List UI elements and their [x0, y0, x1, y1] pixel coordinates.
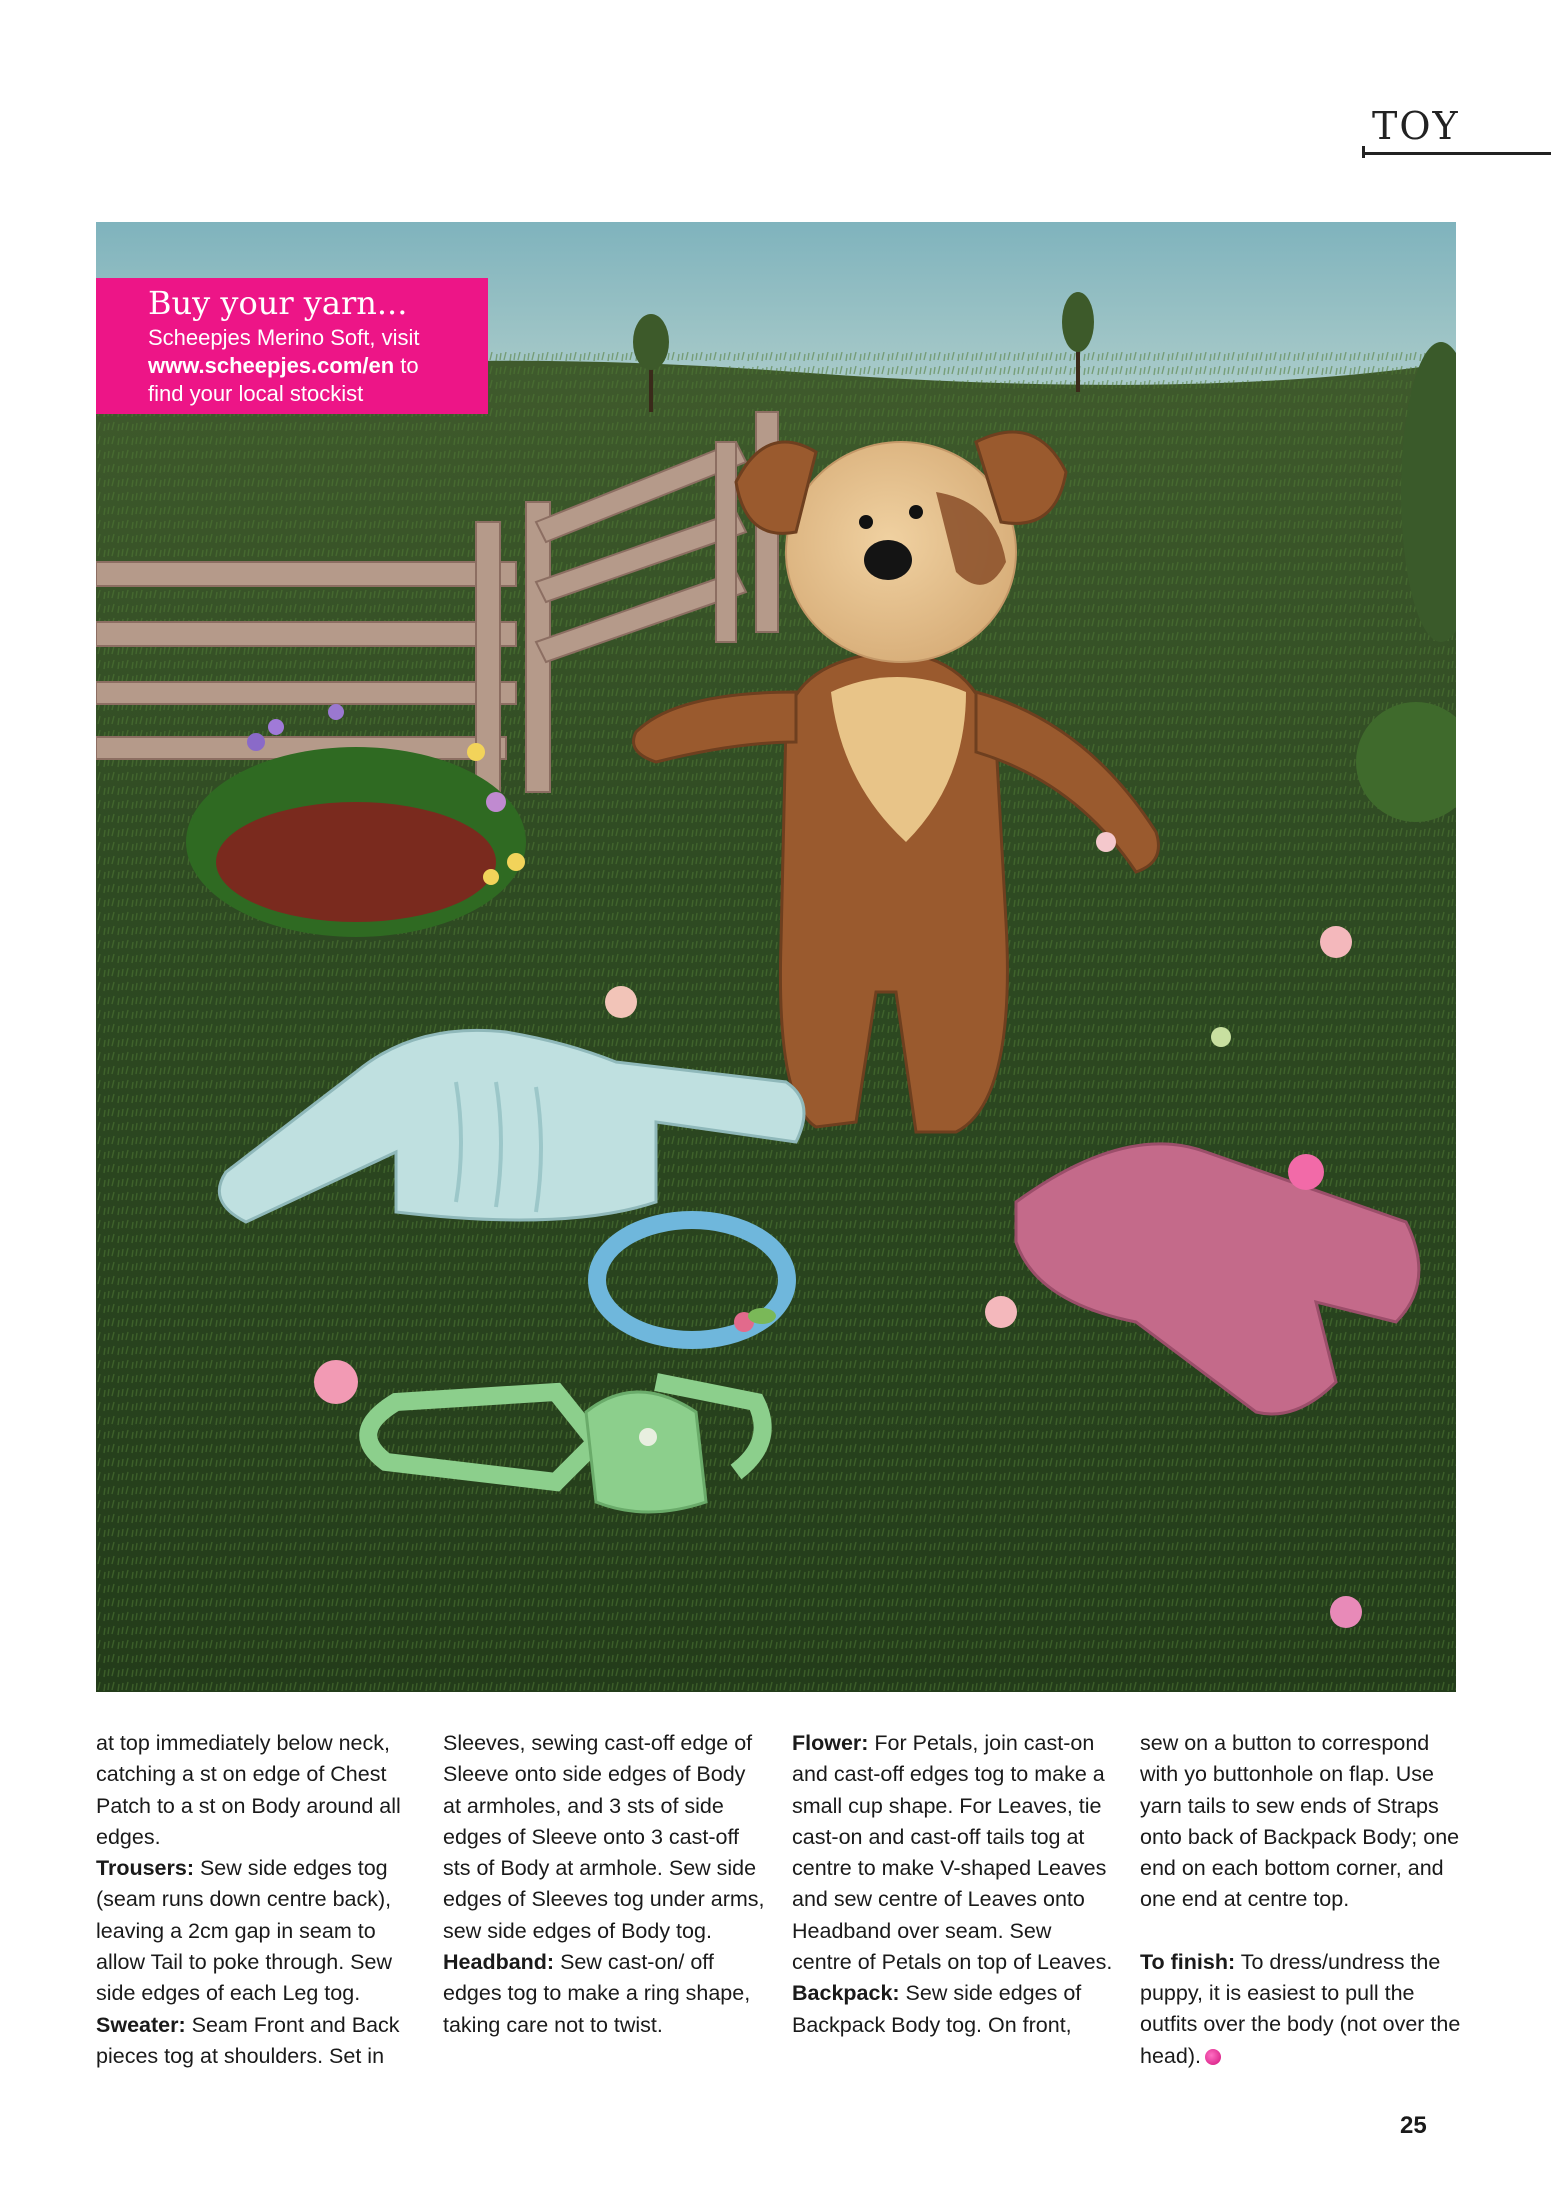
promo-title: Buy your yarn...: [148, 284, 408, 322]
paragraph: [96, 1728, 421, 1853]
promo-line-2: [148, 352, 488, 380]
paragraph-spacer: [1140, 1916, 1465, 1947]
paragraph-backpack: [792, 1978, 1117, 2041]
paragraph-heading: Trousers:: [96, 1856, 194, 1881]
paragraph-heading: Headband:: [443, 1950, 555, 1975]
paragraph-heading: Sweater:: [96, 2012, 186, 2037]
paragraph: [443, 1728, 768, 1947]
flower-6: [1330, 1596, 1362, 1628]
paragraph-heading: Backpack:: [792, 1981, 900, 2006]
paragraph-heading: Flower:: [792, 1731, 869, 1755]
toy-photo-illustration: [96, 222, 1456, 1692]
flower-1: [605, 986, 637, 1018]
paragraph-text: For Petals, join cast-on and cast-off edges tog to make a small cup shape. For Leaves, tie cast-on and cast-off tails tog at centre to make V-shaped Leaves and sew centre of Leaves onto Headband over seam. Sew centre of Petals on top of Leaves.: [792, 1731, 1113, 1975]
paragraph-text: Sew side edges of Backpack Body tog. On front,: [792, 1981, 1082, 2037]
paragraph-text: To dress/undress the puppy, it is easiest to pull the outfits over the body (not over the head).: [1140, 1949, 1461, 2068]
paragraph-flower: [792, 1728, 1117, 1978]
toy-photo: [96, 222, 1456, 1692]
paragraph-text: Sleeves, sewing cast-off edge of Sleeve onto side edges of Body at armholes, and 3 sts of side edges of Sleeve onto 3 cast-off sts of Body at armhole. Sew side edges of Sleeves tog under arms, sew side edges of Body tog.: [443, 1731, 765, 1943]
promo-line-3: find your local stockist: [148, 381, 364, 406]
buy-yarn-promo: [96, 278, 488, 414]
flower-3: [1288, 1154, 1324, 1190]
promo-url-link[interactable]: www.scheepjes.com/en: [148, 353, 395, 378]
text-column-2: [443, 1728, 768, 2041]
paragraph: [1140, 1728, 1465, 1916]
paragraph-sweater: [96, 2010, 421, 2073]
promo-line-1: Scheepjes Merino Soft, visit: [148, 325, 420, 350]
text-column-4: [1140, 1728, 1465, 2072]
paragraph-trousers: [96, 1853, 421, 2009]
paragraph-text: at top immediately below neck, catching a st on edge of Chest Patch to a st on Body around all edges.: [96, 1731, 401, 1849]
yarn-ball-icon: [1205, 2049, 1221, 2065]
page-number: 25: [1400, 2112, 1427, 2139]
paragraph-text: Seam Front and Back pieces tog at shoulders. Set in: [96, 2012, 400, 2068]
section-tag: [1362, 104, 1551, 156]
section-label: TOY: [1372, 104, 1460, 148]
paragraph-heading: To finish:: [1140, 1949, 1236, 1974]
flower-5: [314, 1360, 358, 1404]
text-column-3: [792, 1728, 1117, 2041]
paragraph-text: sew on a button to correspond with yo buttonhole on flap. Use yarn tails to sew ends of Straps onto back of Backpack Body; one end on each bottom corner, and one end at centre top.: [1140, 1731, 1460, 1912]
flower-4: [985, 1296, 1017, 1328]
paragraph-text: Sew side edges tog (seam runs down centre back), leaving a 2cm gap in seam to allow Tail to poke through. Sew side edges of each Leg tog.: [96, 1856, 393, 2006]
flower-2: [1320, 926, 1352, 958]
section-rule: [1362, 152, 1551, 155]
paragraph-text: Sew cast-on/ off edges tog to make a ring shape, taking care not to twist.: [443, 1950, 751, 2037]
instructions-text: [96, 1728, 1461, 2078]
paragraph-headband: [443, 1947, 768, 2041]
promo-url-suffix: to: [394, 353, 419, 378]
paragraph-to-finish: [1140, 1947, 1465, 2072]
flower-8: [1211, 1027, 1231, 1047]
flower-7: [1096, 832, 1116, 852]
text-column-1: [96, 1728, 421, 2072]
